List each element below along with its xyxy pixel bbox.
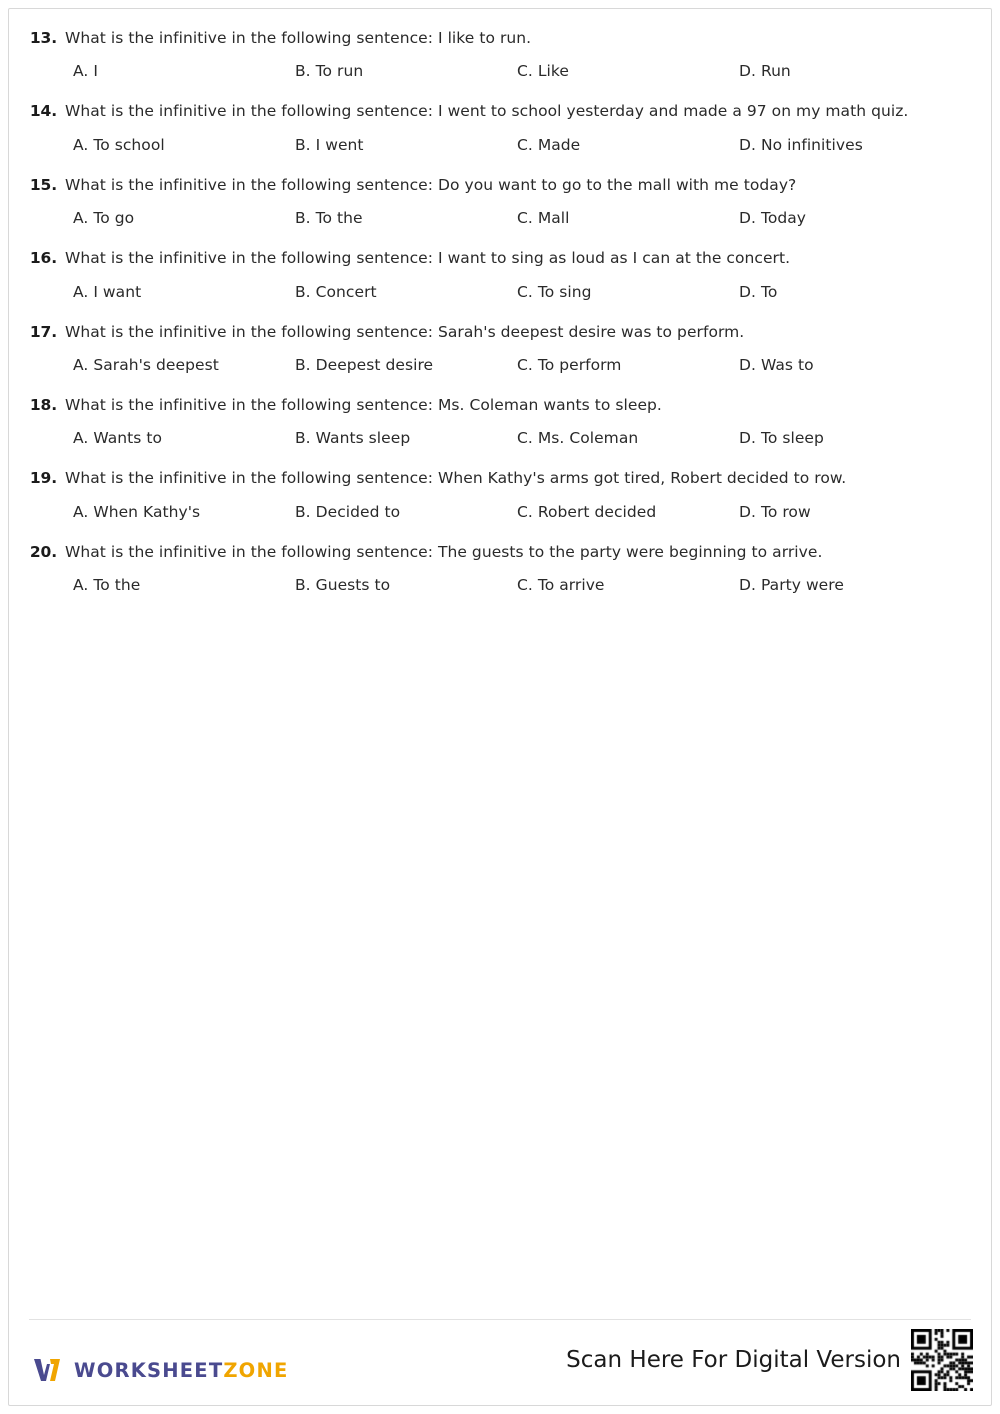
choice-d[interactable]: D. No infinitives [739,135,863,154]
choices-row [29,283,971,301]
choice-a[interactable]: A. To school [73,135,165,154]
question-text: What is the infinitive in the following sentence: The guests to the party were beginning to arrive. [65,542,823,561]
brand-wordmark [74,1359,289,1382]
choice-b[interactable]: B. Decided to [295,502,401,521]
footer-divider [29,1319,971,1320]
brand-word-second: ZONE [223,1358,289,1382]
choice-c[interactable]: C. To arrive [517,576,605,594]
choice-d[interactable]: D. Party were [739,576,844,594]
choices-row [29,356,971,374]
question-line [29,29,971,48]
choice-b[interactable]: B. To run [295,62,364,81]
choice-d[interactable]: D. Was to [739,355,814,374]
question-item [29,396,971,447]
question-line [29,323,971,342]
question-item [29,469,971,520]
question-number: 18. [29,395,57,414]
choice-d[interactable]: D. To row [739,502,811,521]
choice-a[interactable]: A. To the [73,576,141,594]
choice-d[interactable]: D. Today [739,209,807,228]
choice-c[interactable]: C. Ms. Coleman [517,429,639,448]
question-text: What is the infinitive in the following sentence: I want to sing as loud as I can at the concert. [65,249,791,268]
choice-b[interactable]: B. I went [295,135,364,154]
question-text: What is the infinitive in the following sentence: Ms. Coleman wants to sleep. [65,395,662,414]
choices-row [29,62,971,80]
question-text: What is the infinitive in the following sentence: When Kathy's arms got tired, Robert decided to row. [65,469,847,488]
choice-c[interactable]: C. Like [517,62,569,81]
question-number: 19. [29,469,57,488]
scan-label: Scan Here For Digital Version [566,1347,901,1373]
question-number: 17. [29,322,57,341]
choice-a[interactable]: A. To go [73,209,135,228]
qr-code-icon[interactable] [911,1329,973,1391]
choice-d[interactable]: D. To sleep [739,429,824,448]
choice-b[interactable]: B. Wants sleep [295,429,411,448]
choice-a[interactable]: A. When Kathy's [73,502,201,521]
choice-d[interactable]: D. Run [739,62,791,81]
page-footer [9,1319,991,1405]
question-item [29,249,971,300]
question-item [29,323,971,374]
questions-list [29,29,971,616]
choice-a[interactable]: A. Wants to [73,429,163,448]
question-line [29,396,971,415]
question-item [29,102,971,153]
question-number: 16. [29,249,57,268]
question-number: 15. [29,175,57,194]
question-number: 14. [29,102,57,121]
question-line [29,543,971,562]
question-item [29,543,971,594]
question-line [29,249,971,268]
scan-section [566,1329,973,1391]
choice-c[interactable]: C. Made [517,135,581,154]
choice-a[interactable]: A. I want [73,282,142,301]
choices-row [29,209,971,227]
question-text: What is the infinitive in the following sentence: Sarah's deepest desire was to perform. [65,322,745,341]
question-item [29,29,971,80]
choice-b[interactable]: B. To the [295,209,363,228]
choice-a[interactable]: A. Sarah's deepest [73,355,219,374]
question-number: 20. [29,542,57,561]
question-line [29,176,971,195]
choices-row [29,429,971,447]
choice-c[interactable]: C. To perform [517,355,622,374]
choice-c[interactable]: C. To sing [517,282,592,301]
choices-row [29,136,971,154]
question-number: 13. [29,29,57,47]
brand-logo[interactable] [31,1353,289,1387]
choice-c[interactable]: C. Mall [517,209,570,228]
question-item [29,176,971,227]
choices-row [29,576,971,594]
choices-row [29,503,971,521]
worksheet-zone-logo-icon [31,1353,65,1387]
choice-b[interactable]: B. Deepest desire [295,355,434,374]
choice-c[interactable]: C. Robert decided [517,502,657,521]
choice-d[interactable]: D. To [739,282,778,301]
question-line [29,102,971,121]
brand-word-first: WORKSHEET [74,1358,224,1382]
question-text: What is the infinitive in the following sentence: I went to school yesterday and made a 97 on my math quiz. [65,102,909,121]
worksheet-sheet [8,8,992,1406]
choice-a[interactable]: A. I [73,62,98,81]
question-line [29,469,971,488]
choice-b[interactable]: B. Guests to [295,576,391,594]
question-text: What is the infinitive in the following sentence: I like to run. [65,29,532,47]
question-text: What is the infinitive in the following sentence: Do you want to go to the mall with me today? [65,175,797,194]
choice-b[interactable]: B. Concert [295,282,377,301]
